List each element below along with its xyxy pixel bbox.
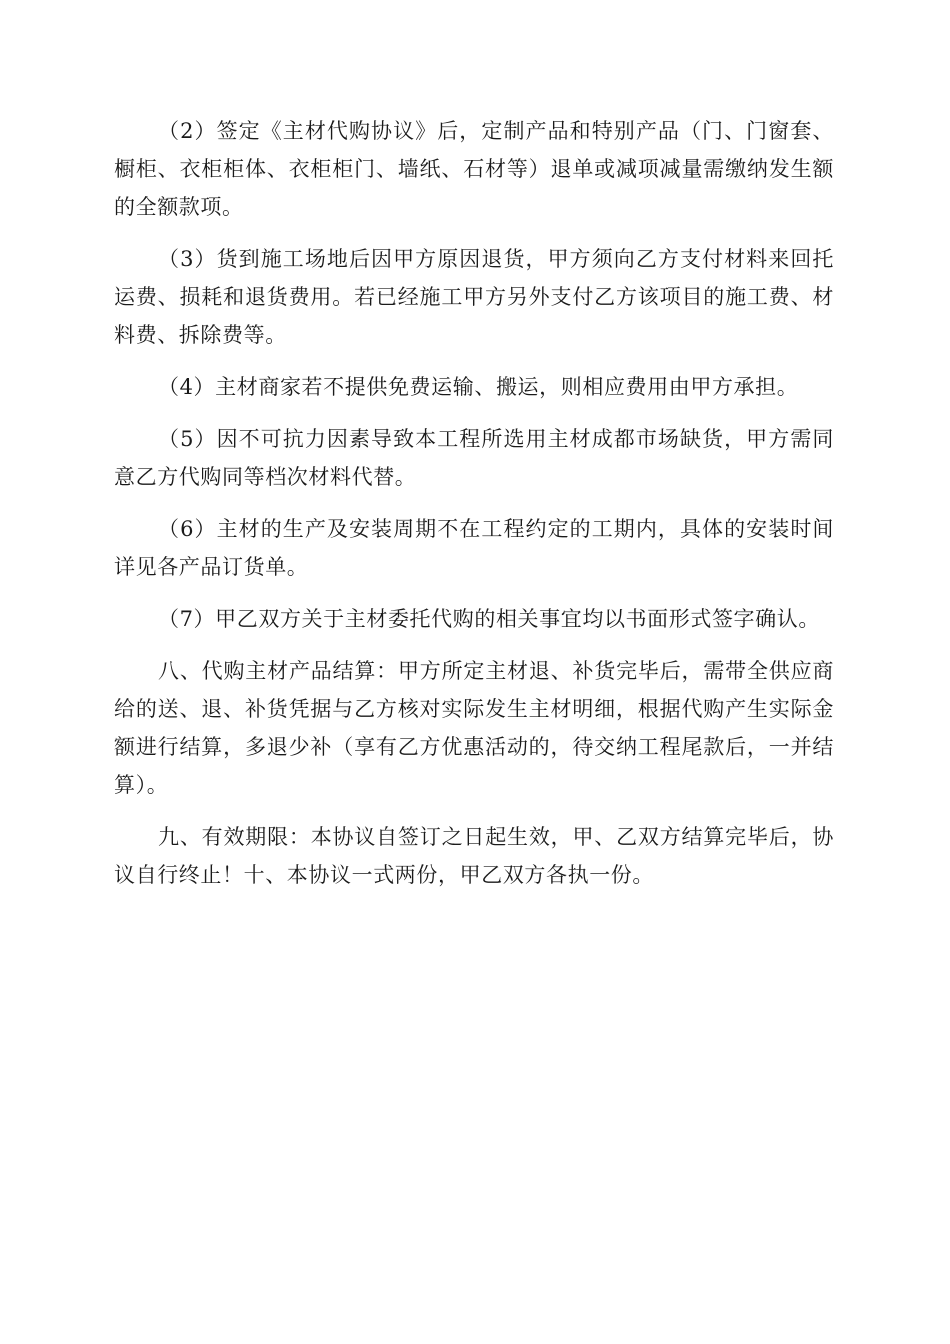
clause-2: （2）签定《主材代购协议》后，定制产品和特别产品（门、门窗套、橱柜、衣柜柜体、衣柜柜门、墙纸、石材等）退单或减项减量需缴纳发生额的全额款项。 [114, 119, 834, 219]
document-body [114, 112, 834, 908]
clause-6: （6）主材的生产及安装周期不在工程约定的工期内，具体的安装时间详见各产品订货单。 [114, 517, 834, 579]
section-8-settlement: 八、代购主材产品结算：甲方所定主材退、补货完毕后，需带全供应商给的送、退、补货凭据与乙方核对实际发生主材明细，根据代购产生实际金额进行结算，多退少补（享有乙方优惠活动的，待交纳工程尾款后，一并结算）。 [114, 659, 834, 797]
section-9-validity: 九、有效期限：本协议自签订之日起生效，甲、乙双方结算完毕后，协议自行终止！十、本协议一式两份，甲乙双方各执一份。 [114, 825, 834, 887]
clause-3: （3）货到施工场地后因甲方原因退货，甲方须向乙方支付材料来回托运费、损耗和退货费用。若已经施工甲方另外支付乙方该项目的施工费、材料费、拆除费等。 [114, 247, 834, 347]
clause-7: （7）甲乙双方关于主材委托代购的相关事宜均以书面形式签字确认。 [158, 607, 820, 631]
clause-5: （5）因不可抗力因素导致本工程所选用主材成都市场缺货，甲方需同意乙方代购同等档次材料代替。 [114, 427, 834, 489]
clause-4: （4）主材商家若不提供免费运输、搬运，则相应费用由甲方承担。 [158, 375, 799, 399]
